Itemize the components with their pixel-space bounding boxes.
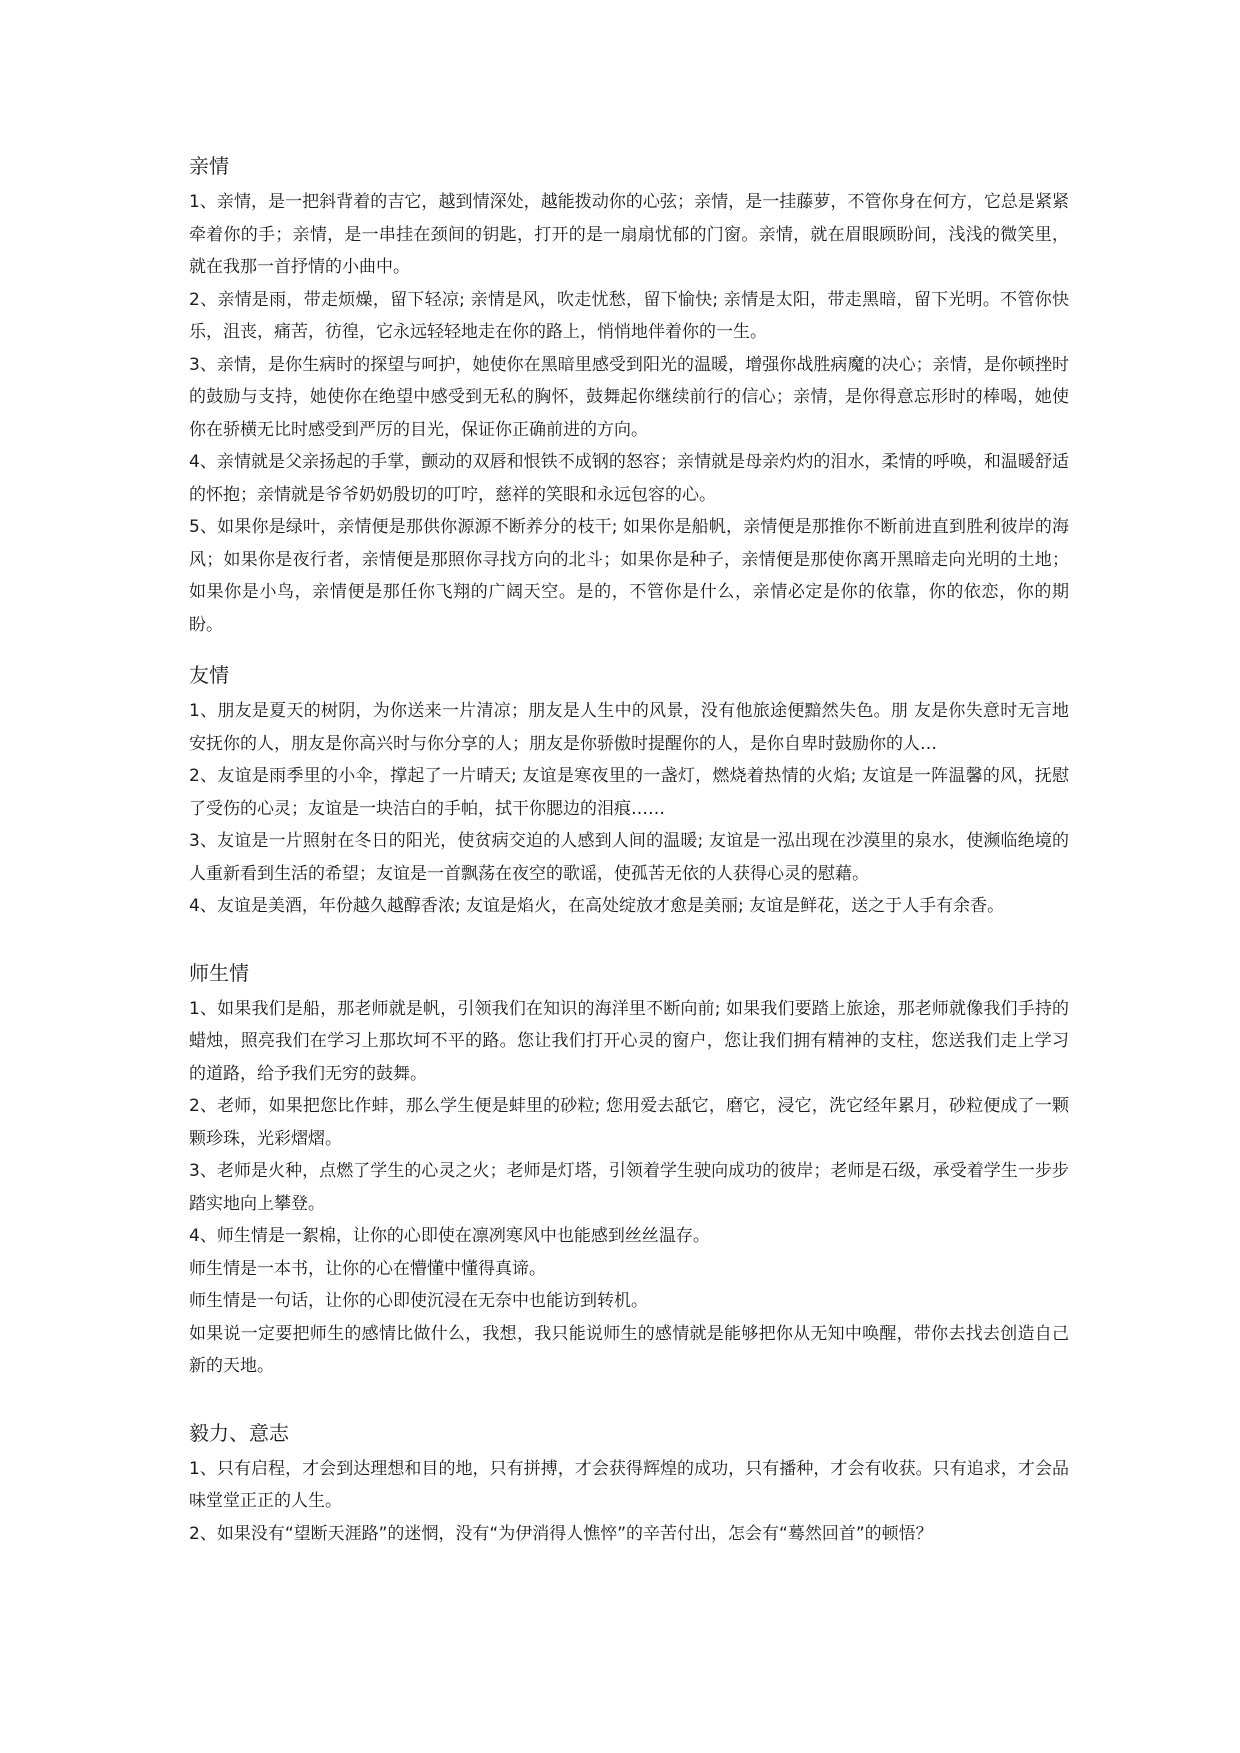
section-spacer	[189, 1383, 1069, 1417]
paragraph: 3、友谊是一片照射在冬日的阳光，使贫病交迫的人感到人间的温暖; 友谊是一泓出现在沙漠里的泉水，使濒临绝境的人重新看到生活的希望；友谊是一首飘荡在夜空的歌谣，使孤苦无依的人获得心灵的慰藉。	[189, 831, 1069, 884]
paragraph: 2、如果没有“望断天涯路”的迷惘，没有“为伊消得人憔悴”的辛苦付出，怎会有“蓦然回首”的顿悟？	[189, 1523, 933, 1544]
paragraph: 师生情是一本书，让你的心在懵懂中懂得真谛。	[189, 1258, 546, 1279]
paragraph: 5、如果你是绿叶，亲情便是那供你源源不断养分的枝干; 如果你是船帆，亲情便是那推你不断前进直到胜利彼岸的海风；如果你是夜行者，亲情便是那照你寻找方向的北斗；如果你是种子，亲情便是那使你离开黑暗走向光明的土地；如果你是小鸟，亲情便是那任你飞翔的广阔天空。是的，不管你是什么，亲情必定是你的依靠，你的依恋，你的期盼。	[189, 517, 1069, 635]
paragraph: 1、亲情，是一把斜背着的吉它，越到情深处，越能拨动你的心弦；亲情，是一挂藤萝，不管你身在何方，它总是紧紧牵着你的手；亲情，是一串挂在颈间的钥匙，打开的是一扇扇忧郁的门窗。亲情，就在眉眼顾盼间，浅浅的微笑里，就在我那一首抒情的小曲中。	[189, 192, 1069, 277]
paragraph: 2、亲情是雨，带走烦燥，留下轻凉; 亲情是风，吹走忧愁，留下愉快; 亲情是太阳，带走黑暗，留下光明。不管你快乐，沮丧，痛苦，彷徨，它永远轻轻地走在你的路上，悄悄地伴着你的一生。	[189, 289, 1069, 342]
paragraph: 1、如果我们是船，那老师就是帆，引领我们在知识的海洋里不断向前; 如果我们要踏上旅途，那老师就像我们手持的蜡烛，照亮我们在学习上那坎坷不平的路。您让我们打开心灵的窗户，您让我们拥有精神的支柱，您送我们走上学习的道路，给予我们无穷的鼓舞。	[189, 998, 1069, 1084]
paragraph: 4、友谊是美酒，年份越久越醇香浓; 友谊是焰火，在高处绽放才愈是美丽; 友谊是鲜花，送之于人手有余香。	[189, 896, 1005, 916]
section-perseverance	[189, 1417, 1069, 1551]
paragraph: 2、友谊是雨季里的小伞，撑起了一片晴天; 友谊是寒夜里的一盏灯，燃烧着热情的火焰; 友谊是一阵温馨的风，抚慰了受伤的心灵；友谊是一块洁白的手帕，拭干你腮边的泪痕……	[189, 766, 1069, 819]
section-title: 师生情	[189, 960, 249, 985]
section-teacher-student	[189, 957, 1069, 1383]
section-spacer	[189, 641, 1069, 659]
paragraph: 1、朋友是夏天的树阴，为你送来一片清凉；朋友是人生中的风景，没有他旅途便黯然失色。朋 友是你失意时无言地安抚你的人，朋友是你高兴时与你分享的人；朋友是你骄傲时提醒你的人，是你自卑时鼓励你的人…	[189, 701, 1069, 754]
paragraph: 师生情是一句话，让你的心即使沉浸在无奈中也能访到转机。	[189, 1291, 648, 1311]
section-friendship	[189, 659, 1069, 923]
paragraph: 4、亲情就是父亲扬起的手掌，颤动的双唇和恨铁不成钢的怒容；亲情就是母亲灼灼的泪水，柔情的呼唤，和温暖舒适的怀抱；亲情就是爷爷奶奶殷切的叮咛，慈祥的笑眼和永远包容的心。	[189, 452, 1069, 505]
paragraph: 3、老师是火种，点燃了学生的心灵之火；老师是灯塔，引领着学生驶向成功的彼岸；老师是石级，承受着学生一步步踏实地向上攀登。	[189, 1161, 1069, 1214]
section-spacer	[189, 923, 1069, 957]
paragraph: 如果说一定要把师生的感情比做什么，我想，我只能说师生的感情就是能够把你从无知中唤醒，带你去找去创造自己新的天地。	[189, 1323, 1069, 1376]
section-title: 友情	[189, 663, 229, 687]
document-page	[189, 150, 1069, 1550]
paragraph: 3、亲情，是你生病时的探望与呵护，她使你在黑暗里感受到阳光的温暖，增强你战胜病魔的决心；亲情，是你顿挫时的鼓励与支持，她使你在绝望中感受到无私的胸怀，鼓舞起你继续前行的信心；亲情，是你得意忘形时的棒喝，她使你在骄横无比时感受到严厉的目光，保证你正确前进的方向。	[189, 354, 1069, 440]
section-family	[189, 150, 1069, 641]
paragraph: 2、老师，如果把您比作蚌，那么学生便是蚌里的砂粒; 您用爱去舐它，磨它，浸它，洗它经年累月，砂粒便成了一颗颗珍珠，光彩熠熠。	[189, 1096, 1069, 1149]
paragraph: 4、师生情是一絮棉，让你的心即使在凛冽寒风中也能感到丝丝温存。	[189, 1226, 710, 1246]
paragraph: 1、只有启程，才会到达理想和目的地，只有拼搏，才会获得辉煌的成功，只有播种，才会有收获。只有追求，才会品味堂堂正正的人生。	[189, 1458, 1069, 1511]
section-title: 毅力、意志	[189, 1420, 289, 1445]
section-title: 亲情	[189, 154, 229, 178]
